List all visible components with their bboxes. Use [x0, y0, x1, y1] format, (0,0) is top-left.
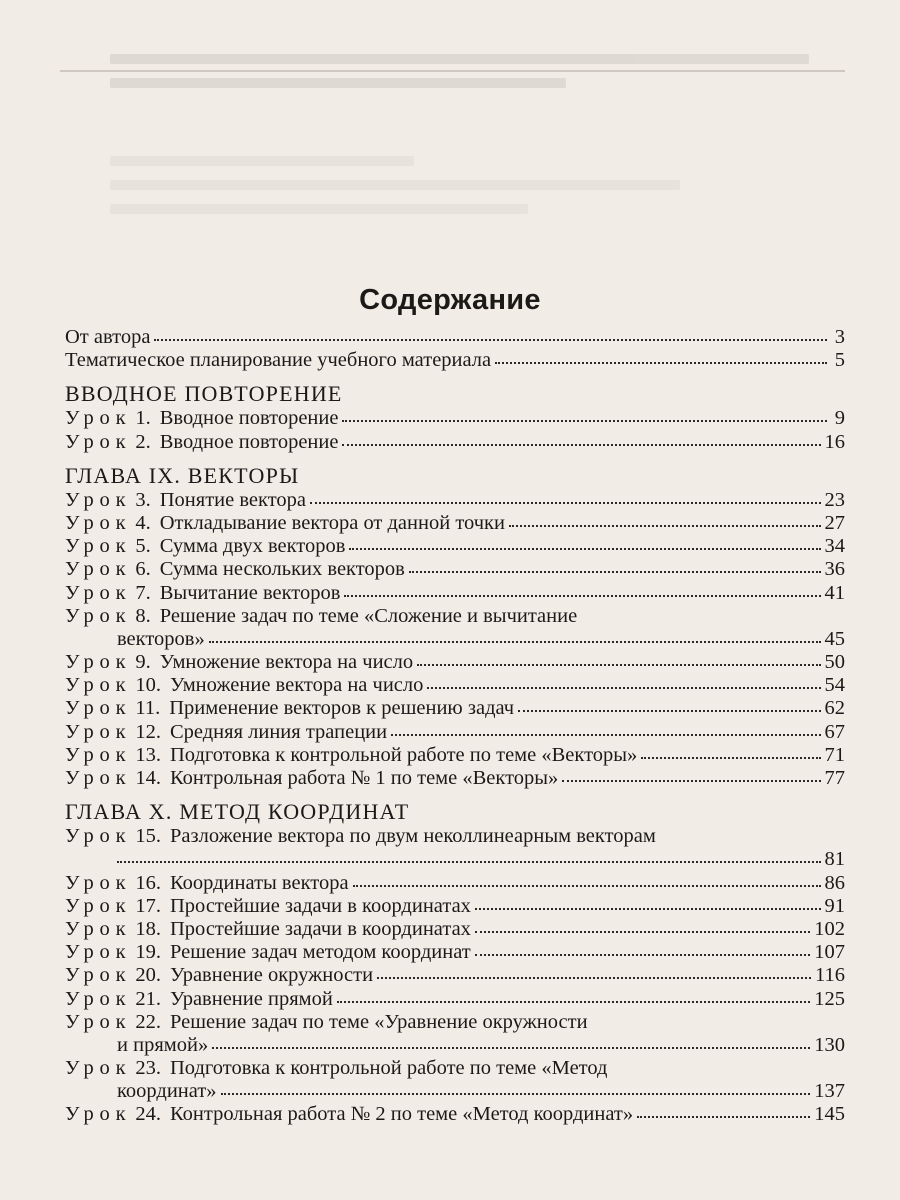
page-number: 3	[834, 326, 845, 348]
lesson-label: Урок	[65, 488, 132, 511]
lesson-title: Сумма нескольких векторов	[159, 558, 405, 581]
toc-entry	[65, 582, 845, 605]
lesson-label: Урок	[65, 1103, 132, 1126]
page-number: 77	[824, 767, 845, 789]
lesson-label: Урок	[65, 1057, 132, 1080]
lesson-number: 21.	[135, 987, 161, 1010]
lesson-title: Уравнение прямой	[170, 987, 333, 1010]
lesson-title: Контрольная работа № 2 по теме «Метод координат»	[170, 1103, 634, 1126]
page-number: 130	[814, 1033, 845, 1056]
lesson-title: Простейшие задачи в координатах	[170, 917, 471, 940]
lesson-title: Подготовка к контрольной работе по теме «Метод	[170, 1057, 608, 1080]
lesson-title: Решение задач по теме «Сложение и вычитание	[159, 604, 578, 627]
page-number: 71	[824, 743, 845, 766]
lesson-title: Откладывание вектора от данной точки	[159, 511, 505, 534]
lesson-title-continued: и прямой»	[117, 1033, 209, 1056]
toc-entry	[65, 605, 845, 628]
dot-leader	[391, 721, 820, 735]
lesson-number: 17.	[135, 894, 161, 917]
toc-entry	[65, 872, 845, 895]
page-number: 36	[824, 558, 845, 581]
page-number: 62	[824, 697, 845, 720]
chapter-heading: ВВОДНОЕ ПОВТОРЕНИЕ	[65, 381, 343, 407]
lesson-label: Урок	[65, 407, 132, 430]
toc-entry	[65, 825, 845, 848]
lesson-label: Урок	[65, 511, 132, 534]
show-through-text	[110, 40, 870, 300]
lesson-number: 5.	[135, 535, 151, 558]
page-number: 116	[815, 964, 845, 987]
dot-leader	[518, 698, 820, 712]
dot-leader	[344, 582, 820, 596]
lesson-label: Урок	[65, 871, 132, 894]
toc-entry	[65, 535, 845, 558]
lesson-title: Координаты вектора	[170, 871, 349, 894]
toc-entry-continuation	[65, 848, 845, 871]
toc-entry	[65, 918, 845, 941]
lesson-label: Урок	[65, 825, 132, 848]
dot-leader	[221, 1081, 811, 1095]
lesson-title: Сумма двух векторов	[159, 535, 346, 558]
lesson-title: Умножение вектора на число	[170, 674, 424, 697]
dot-leader	[427, 675, 820, 689]
lesson-number: 19.	[135, 941, 161, 964]
lesson-label: Урок	[65, 720, 132, 743]
lesson-label: Урок	[65, 697, 132, 720]
lesson-title: Контрольная работа № 1 по теме «Векторы»	[170, 767, 559, 789]
lesson-label: Урок	[65, 651, 132, 674]
page-number: 67	[824, 720, 845, 743]
lesson-number: 7.	[135, 581, 151, 604]
toc-entry	[65, 895, 845, 918]
lesson-number: 14.	[135, 767, 161, 789]
dot-leader	[417, 652, 820, 666]
lesson-label: Урок	[65, 1010, 132, 1033]
dot-leader	[475, 942, 811, 956]
lesson-title: Вводное повторение	[159, 407, 339, 430]
toc-entry	[65, 349, 845, 372]
dot-leader	[377, 965, 811, 979]
lesson-title: Подготовка к контрольной работе по теме «Векторы»	[170, 743, 638, 766]
toc-entry	[65, 1080, 845, 1103]
dot-leader	[409, 559, 821, 573]
dot-leader	[342, 431, 820, 445]
toc-entry	[65, 988, 845, 1011]
dot-leader	[353, 872, 821, 886]
lesson-number: 13.	[135, 743, 161, 766]
toc-entry	[65, 1011, 845, 1034]
lesson-title-continued: координат»	[117, 1080, 217, 1103]
toc-entry	[65, 628, 845, 651]
lesson-title: Разложение вектора по двум неколлинеарным векторам	[170, 825, 656, 848]
lesson-number: 9.	[135, 651, 151, 674]
lesson-title: Решение задач методом координат	[170, 941, 471, 964]
page-number: 16	[824, 430, 845, 453]
dot-leader	[310, 489, 821, 503]
lesson-number: 18.	[135, 917, 161, 940]
lesson-number: 8.	[135, 604, 151, 627]
toc-entry	[65, 1034, 845, 1057]
page-number: 50	[824, 651, 845, 674]
lesson-label: Урок	[65, 964, 132, 987]
lesson-label: Урок	[65, 581, 132, 604]
lesson-title: Вводное повторение	[159, 430, 339, 453]
page-number: 107	[814, 941, 845, 964]
dot-leader	[154, 327, 827, 341]
page-number: 27	[824, 511, 845, 534]
toc-entry	[65, 407, 845, 430]
toc-entry	[65, 1103, 845, 1126]
page-number: 102	[814, 917, 845, 940]
lesson-number: 1.	[135, 407, 151, 430]
toc-entry	[65, 941, 845, 964]
lesson-label: Урок	[65, 535, 132, 558]
dot-leader	[509, 513, 821, 527]
dot-leader	[641, 745, 820, 759]
dot-leader	[212, 1035, 810, 1049]
page-number: 9	[834, 407, 845, 430]
lesson-label: Урок	[65, 674, 132, 697]
dot-leader	[495, 350, 827, 364]
lesson-label: Урок	[65, 767, 132, 789]
lesson-number: 10.	[135, 674, 161, 697]
lesson-label: Урок	[65, 604, 132, 627]
dot-leader	[209, 629, 821, 643]
toc-entry	[65, 964, 845, 987]
lesson-number: 22.	[135, 1010, 161, 1033]
lesson-title: Понятие вектора	[159, 488, 306, 511]
page-top-rule	[60, 70, 845, 72]
toc-entry	[65, 744, 845, 767]
lesson-title: Простейшие задачи в координатах	[170, 894, 471, 917]
lesson-title: Умножение вектора на число	[159, 651, 414, 674]
dot-leader	[349, 536, 820, 550]
toc-entry	[65, 512, 845, 535]
table-of-contents	[65, 326, 845, 1127]
toc-entry	[65, 558, 845, 581]
lesson-label: Урок	[65, 558, 132, 581]
dot-leader	[342, 408, 827, 422]
page-number: 34	[824, 535, 845, 558]
chapter-heading: ГЛАВА X. МЕТОД КООРДИНАТ	[65, 799, 410, 825]
lesson-label: Урок	[65, 917, 132, 940]
dot-leader	[475, 895, 821, 909]
lesson-title: Решение задач по теме «Уравнение окружности	[170, 1010, 588, 1033]
toc-entry	[65, 489, 845, 512]
lesson-label: Урок	[65, 987, 132, 1010]
dot-leader	[337, 988, 810, 1002]
page-number: 125	[814, 987, 845, 1010]
page-number: 91	[824, 894, 845, 917]
page-number: 54	[824, 674, 845, 697]
page-number: 23	[824, 488, 845, 511]
page-number: 81	[824, 848, 845, 871]
lesson-title: Средняя линия трапеции	[170, 720, 388, 743]
entry-title: Тематическое планирование учебного материала	[65, 349, 492, 372]
lesson-number: 24.	[135, 1103, 161, 1126]
chapter-heading: ГЛАВА IX. ВЕКТОРЫ	[65, 462, 300, 488]
lesson-number: 6.	[135, 558, 151, 581]
lesson-number: 4.	[135, 511, 151, 534]
page-number: 45	[824, 627, 845, 650]
page-number: 145	[814, 1103, 845, 1126]
page-number: 5	[834, 349, 845, 372]
dot-leader	[562, 768, 820, 782]
lesson-label: Урок	[65, 894, 132, 917]
lesson-number: 3.	[135, 488, 151, 511]
lesson-number: 15.	[135, 825, 161, 848]
lesson-label: Урок	[65, 743, 132, 766]
lesson-number: 2.	[135, 430, 151, 453]
entry-title: От автора	[65, 326, 151, 348]
lesson-title: Уравнение окружности	[170, 964, 374, 987]
toc-entry	[65, 721, 845, 744]
lesson-number: 23.	[135, 1057, 161, 1080]
toc-entry	[65, 767, 845, 790]
dot-leader	[117, 849, 821, 863]
lesson-label: Урок	[65, 430, 132, 453]
toc-entry	[65, 674, 845, 697]
dot-leader	[637, 1104, 810, 1118]
lesson-title-continued: векторов»	[117, 627, 205, 650]
lesson-number: 16.	[135, 871, 161, 894]
page-number: 86	[824, 871, 845, 894]
lesson-number: 11.	[135, 697, 161, 720]
toc-entry	[65, 1057, 845, 1080]
toc-entry	[65, 651, 845, 674]
page-number: 41	[824, 581, 845, 604]
lesson-title: Вычитание векторов	[159, 581, 341, 604]
toc-entry	[65, 431, 845, 454]
page-title: Содержание	[359, 284, 541, 316]
lesson-title: Применение векторов к решению задач	[169, 697, 515, 720]
toc-entry	[65, 326, 845, 349]
dot-leader	[475, 919, 810, 933]
lesson-number: 20.	[135, 964, 161, 987]
lesson-number: 12.	[135, 720, 161, 743]
lesson-label: Урок	[65, 941, 132, 964]
page-number: 137	[814, 1080, 845, 1103]
toc-entry	[65, 697, 845, 720]
